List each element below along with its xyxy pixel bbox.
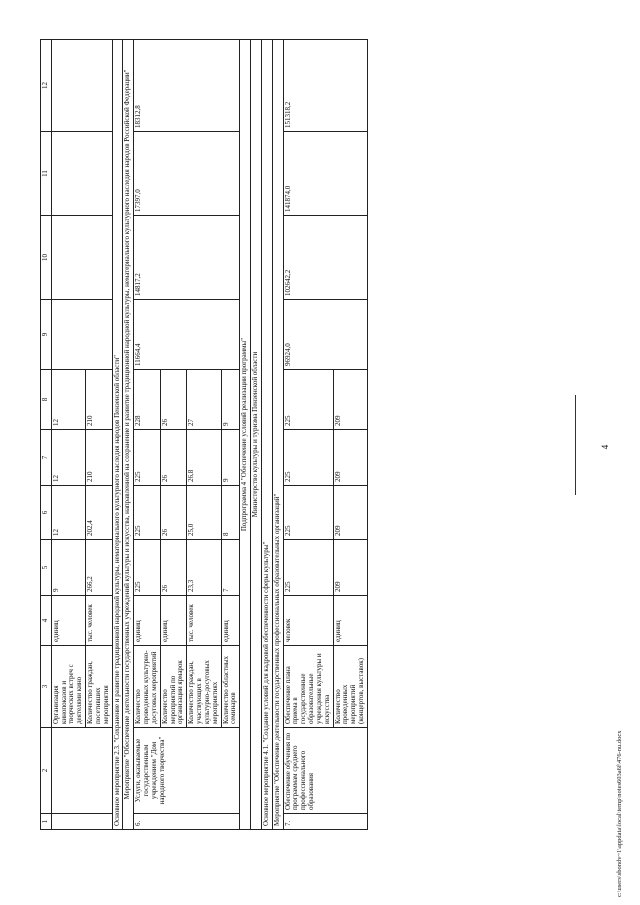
value-cell: 27: [187, 370, 221, 430]
service-cell: [51, 728, 112, 814]
unit-cell: единиц: [51, 596, 85, 646]
num-cell: [51, 814, 112, 830]
header-cell: 4: [41, 596, 52, 646]
indicators-table: [40, 39, 368, 830]
value-cell: 225: [134, 540, 160, 596]
value-cell: 8: [221, 486, 240, 540]
service-cell: Обеспечение обучения по программам среднего профессионального образования: [283, 728, 367, 814]
header-cell: 6: [41, 486, 52, 540]
value-cell: 9: [51, 540, 85, 596]
header-row: [41, 40, 52, 830]
value-cell: 225: [283, 540, 333, 596]
value-cell: 225: [283, 370, 333, 430]
section-row: [251, 40, 262, 830]
value-cell: 12: [51, 486, 85, 540]
indicator-cell: Количество граждан, посетивших мероприятия: [86, 646, 112, 728]
unit-cell: тыс. человек: [86, 596, 112, 646]
header-cell: 11: [41, 132, 52, 216]
value-cell: 225: [134, 486, 160, 540]
ministry-title: Министерство культуры и туризма Пензенской области: [251, 40, 262, 830]
section-row: [261, 40, 272, 830]
header-cell: 12: [41, 40, 52, 132]
value-cell: 9: [221, 430, 240, 486]
finance-cell: 102642,2: [283, 216, 367, 300]
finance-cell: 151318,2: [283, 40, 367, 132]
value-cell: 228: [134, 370, 160, 430]
indicator-cell: Количество проведенных мероприятий (концертов, выставок): [333, 646, 367, 728]
indicator-cell: Количество проведенных культурно-досуговых мероприятий: [134, 646, 160, 728]
service-cell: Услуги, оказываемые государственным учреждением "Дом народного творчества": [134, 728, 240, 814]
value-cell: 26: [160, 370, 186, 430]
unit-cell: человек: [283, 596, 333, 646]
event-2-3: Мероприятие "Обеспечение деятельности государственных учреждений культуры и искусства, направленной на сохранение и развитие традиционной народной культуры, нематериального культурного наследия народов Российской Федерации": [123, 40, 134, 830]
indicator-cell: Количество граждан, участвующих в культурно-досуговых мероприятиях: [187, 646, 221, 728]
finance-cell: 17397,0: [134, 132, 240, 216]
section-row: [112, 40, 123, 830]
value-cell: 210: [86, 370, 112, 430]
header-cell: 1: [41, 814, 52, 830]
value-cell: 26: [160, 430, 186, 486]
subprogram-4: Подпрограмма 4 "Обеспечение условий реализации программы": [240, 40, 251, 830]
value-cell: 7: [221, 540, 240, 596]
indicator-cell: Организация кинопоказов и творческих встреч с деятелями кино: [51, 646, 85, 728]
unit-cell: единиц: [160, 596, 186, 646]
section-row: [272, 40, 283, 830]
table-row: [51, 40, 85, 830]
main-event-4-1: Основное мероприятие 4.1. "Создание условий для кадровой обеспеченности сферы культуры": [261, 40, 272, 830]
header-cell: 10: [41, 216, 52, 300]
value-cell: 26,8: [187, 430, 221, 486]
finance-cell: [51, 132, 112, 216]
finance-cell: [51, 216, 112, 300]
value-cell: 26: [160, 486, 186, 540]
finance-cell: 11664,4: [134, 300, 240, 370]
value-cell: 225: [134, 430, 160, 486]
main-event-2-3: Основное мероприятие 2.3. "Сохранение и развитие традиционной народной культуры, нематериального культурного наследия народов Пензенской области": [112, 40, 123, 830]
unit-cell: единиц: [221, 596, 240, 646]
value-cell: 9: [221, 370, 240, 430]
finance-cell: 14817,2: [134, 216, 240, 300]
value-cell: 209: [333, 486, 367, 540]
file-path: c:\users\sbondv~1\appdata\local\temp\notes603a6f\476-nu.docx: [616, 730, 623, 897]
unit-cell: единиц: [134, 596, 160, 646]
value-cell: 23,3: [187, 540, 221, 596]
num-cell: 7.: [283, 814, 367, 830]
finance-cell: [51, 40, 112, 132]
value-cell: 25,0: [187, 486, 221, 540]
value-cell: 209: [333, 370, 367, 430]
value-cell: 209: [333, 430, 367, 486]
value-cell: 26: [160, 540, 186, 596]
indicator-cell: Обеспечение плана приема в государственные образовательные учреждения культуры и искусства: [283, 646, 333, 728]
finance-cell: 96924,0: [283, 300, 367, 370]
header-cell: 2: [41, 728, 52, 814]
value-cell: 12: [51, 370, 85, 430]
footer-divider: [575, 395, 576, 495]
header-cell: 5: [41, 540, 52, 596]
value-cell: 266,2: [86, 540, 112, 596]
finance-cell: 18312,8: [134, 40, 240, 132]
value-cell: 202,4: [86, 486, 112, 540]
value-cell: 225: [283, 430, 333, 486]
header-cell: 8: [41, 370, 52, 430]
unit-cell: единиц: [333, 596, 367, 646]
header-cell: 7: [41, 430, 52, 486]
value-cell: 12: [51, 430, 85, 486]
table-row: [283, 40, 333, 830]
finance-cell: 141874,0: [283, 132, 367, 216]
table-row: [134, 40, 160, 830]
value-cell: 210: [86, 430, 112, 486]
finance-cell: [51, 300, 112, 370]
value-cell: 225: [283, 486, 333, 540]
header-cell: 9: [41, 300, 52, 370]
num-cell: 6.: [134, 814, 240, 830]
unit-cell: тыс. человек: [187, 596, 221, 646]
header-cell: 3: [41, 646, 52, 728]
indicator-cell: Количество областных семинаров: [221, 646, 240, 728]
section-row: [240, 40, 251, 830]
event-4-1: Мероприятие "Обеспечение деятельности государственных профессиональных образовательных организаций": [272, 40, 283, 830]
section-row: [123, 40, 134, 830]
value-cell: 209: [333, 540, 367, 596]
page-number: 4: [600, 444, 610, 450]
indicator-cell: Количество мероприятий по организации ярмарок: [160, 646, 186, 728]
